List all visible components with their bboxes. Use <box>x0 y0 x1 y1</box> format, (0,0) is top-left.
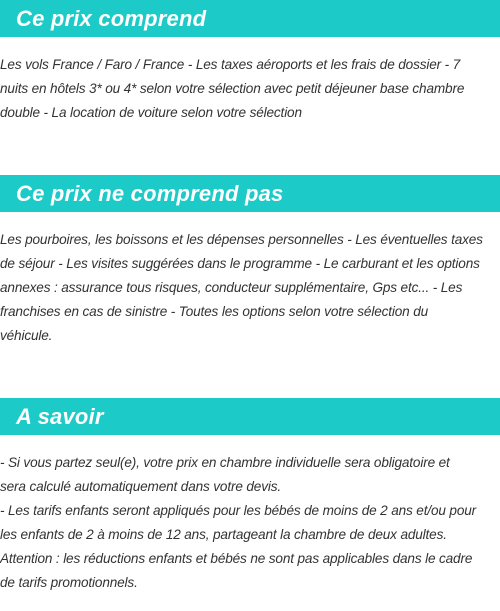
section-header-good-to-know <box>0 398 500 435</box>
section-text-not-included: Les pourboires, les boissons et les dépenses personnelles - Les éventuelles taxes de séjour - Les visites suggérées dans le programme - Le carburant et les options annexes : assurance tous risques, conducteur supplémentaire, Gps etc... - Les franchises en cas de sinistre - Toutes les options selon votre sélection du véhicule. <box>0 232 483 343</box>
section-title-included: Ce prix comprend <box>16 5 207 31</box>
section-header-included <box>0 0 500 37</box>
section-title-not-included: Ce prix ne comprend pas <box>16 180 284 206</box>
section-text-included: Les vols France / Faro / France - Les taxes aéroports et les frais de dossier - 7 nuits en hôtels 3* ou 4* selon votre sélection avec petit déjeuner base chambre double - La location de voiture selon votre sélection <box>0 57 465 120</box>
section-text-good-to-know: - Si vous partez seul(e), votre prix en chambre individuelle sera obligatoire et sera calculé automatiquement dans votre devis. - Les tarifs enfants seront appliqués pour les bébés de moins de 2 ans et/ou pour les enfants de 2 à moins de 12 ans, partageant la chambre de deux adultes. Attention : les réductions enfants et bébés ne sont pas applicables dans le cadre de tarifs promotionnels. <box>0 455 477 590</box>
section-header-not-included <box>0 175 500 212</box>
section-title-good-to-know: A savoir <box>16 403 104 429</box>
